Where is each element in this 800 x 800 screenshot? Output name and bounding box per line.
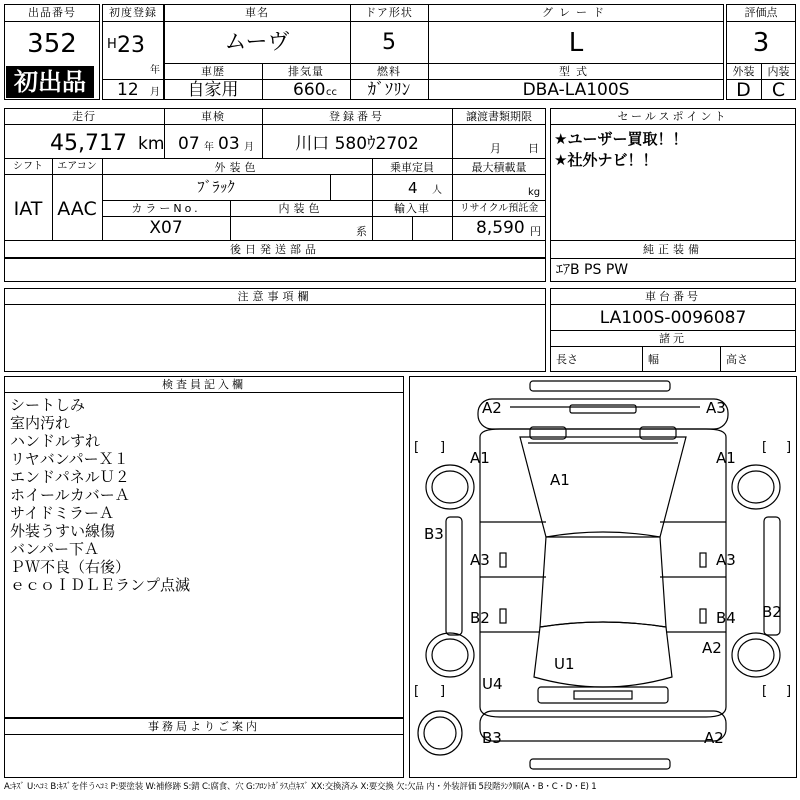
office-label: 事務局よりご案内 bbox=[148, 720, 260, 733]
capacity-unit: 人 bbox=[432, 185, 442, 196]
model-code: DBA-LA100S bbox=[522, 80, 630, 100]
fuel-value: ｶﾞｿﾘﾝ bbox=[367, 80, 411, 100]
grade-label: グレード bbox=[542, 6, 610, 19]
sales-point: ★社外ナビ！！ bbox=[554, 151, 658, 169]
damage-mark: A1 bbox=[470, 449, 490, 467]
svg-text:[: [ bbox=[414, 684, 420, 699]
model-code-label: 型式 bbox=[559, 65, 593, 78]
later-parts-field bbox=[4, 258, 546, 282]
shift-label: シフト bbox=[13, 161, 43, 172]
height-label: 高さ bbox=[726, 353, 748, 366]
inspection-month: 03 bbox=[218, 134, 240, 154]
max-load-unit: kg bbox=[528, 187, 541, 198]
capacity-label: 乗車定員 bbox=[390, 161, 434, 174]
car-name: ムーヴ bbox=[224, 30, 290, 55]
length-label: 長さ bbox=[556, 353, 578, 366]
inspection-year-unit: 年 bbox=[204, 142, 214, 153]
first-listing-badge: 初出品 bbox=[6, 66, 94, 98]
car-outline bbox=[410, 377, 796, 777]
svg-text:]: ] bbox=[786, 684, 792, 699]
inspector-note: リヤバンパーＸ１ bbox=[10, 450, 129, 468]
door-count: 5 bbox=[382, 30, 396, 55]
chassis-number: LA100S-0096087 bbox=[599, 308, 747, 328]
color-number: X07 bbox=[149, 218, 183, 238]
equipment-label: 純正装備 bbox=[643, 243, 703, 256]
recycle-fee-label: リサイクル預託金 bbox=[459, 203, 539, 214]
import-label: 輸入車 bbox=[394, 202, 430, 215]
shift-value: IAT bbox=[13, 198, 43, 220]
inspector-label: 検査員記入欄 bbox=[162, 378, 246, 391]
car-diagram bbox=[409, 376, 797, 778]
svg-text:]: ] bbox=[440, 440, 446, 455]
inspector-note: ハンドルすれ bbox=[10, 432, 101, 450]
fuel-label: 燃料 bbox=[377, 65, 401, 78]
damage-mark: A3 bbox=[706, 399, 726, 417]
max-load-label: 最大積載量 bbox=[471, 161, 527, 174]
damage-mark: A3 bbox=[470, 551, 490, 569]
notes-label: 注意事項欄 bbox=[237, 290, 313, 303]
inspection-month-unit: 月 bbox=[244, 142, 254, 153]
registration-month: 12 bbox=[117, 80, 139, 100]
interior-grade-label: 内装 bbox=[767, 65, 790, 78]
equipment-value: ｴｱB PS PW bbox=[556, 262, 629, 278]
damage-mark: A1 bbox=[550, 471, 570, 489]
registration-year: 23 bbox=[117, 33, 145, 58]
lot-number-label: 出品番号 bbox=[28, 6, 76, 19]
inspector-note: ｅｃｏＩＤＬＥランプ点滅 bbox=[10, 576, 191, 594]
damage-mark: A3 bbox=[716, 551, 736, 569]
inspection-label: 車検 bbox=[201, 110, 225, 123]
transfer-day-unit: 日 bbox=[528, 142, 539, 155]
inspector-note: ホイールカバーＡ bbox=[10, 486, 130, 504]
width-label: 幅 bbox=[648, 353, 659, 366]
inspector-notes-list bbox=[10, 396, 190, 594]
interior-color-label: 内装色 bbox=[278, 202, 324, 215]
damage-mark: A2 bbox=[482, 399, 502, 417]
transfer-deadline-label: 譲渡書類期限 bbox=[466, 110, 532, 123]
damage-mark: B2 bbox=[470, 609, 490, 627]
color-number-label: カラーNo. bbox=[131, 202, 201, 215]
svg-text:[: [ bbox=[762, 440, 768, 455]
score-value: 3 bbox=[752, 28, 770, 58]
exterior-grade: D bbox=[736, 79, 751, 101]
interior-grade: C bbox=[771, 79, 786, 101]
damage-mark: U4 bbox=[482, 675, 503, 693]
damage-mark: A2 bbox=[704, 729, 724, 747]
year-unit: 年 bbox=[150, 65, 160, 76]
inspector-note: 外装うすい線傷 bbox=[10, 522, 116, 540]
displacement-unit: cc bbox=[326, 87, 337, 98]
displacement-label: 排気量 bbox=[288, 65, 324, 78]
first-registration-label: 初度登録 bbox=[109, 6, 157, 19]
mileage-label: 走行 bbox=[72, 110, 96, 123]
chassis-label: 車台番号 bbox=[645, 290, 701, 303]
damage-mark: U1 bbox=[554, 655, 575, 673]
inspection-year: 07 bbox=[178, 134, 200, 154]
damage-mark: B2 bbox=[762, 603, 782, 621]
exterior-grade-label: 外装 bbox=[732, 65, 755, 78]
capacity-value: 4 bbox=[408, 179, 418, 197]
inspector-note: バンパー下Ａ bbox=[10, 540, 99, 558]
exterior-color: ﾌﾞﾗｯｸ bbox=[197, 178, 235, 196]
recycle-fee: 8,590 bbox=[476, 218, 525, 238]
recycle-fee-unit: 円 bbox=[530, 225, 541, 238]
era-label: H bbox=[107, 37, 117, 52]
inspector-note: シートしみ bbox=[10, 396, 86, 414]
inspector-note: ＰＷ不良（右後） bbox=[10, 558, 131, 576]
displacement-value: 660 bbox=[293, 80, 326, 100]
aircon-label: エアコン bbox=[57, 161, 97, 172]
mileage-unit: km bbox=[138, 134, 165, 154]
svg-text:]: ] bbox=[440, 684, 446, 699]
score-label: 評価点 bbox=[744, 6, 778, 19]
mileage-value: 45,717 bbox=[50, 131, 127, 156]
damage-mark: A1 bbox=[716, 449, 736, 467]
damage-mark: A2 bbox=[702, 639, 722, 657]
dimensions-label: 諸元 bbox=[659, 332, 687, 345]
damage-mark: B3 bbox=[482, 729, 502, 747]
history-value: 自家用 bbox=[187, 80, 239, 100]
damage-mark: B3 bbox=[424, 525, 444, 543]
door-type-label: ドア形状 bbox=[365, 6, 413, 19]
sales-points-label: セールスポイント bbox=[617, 110, 729, 123]
svg-text:[: [ bbox=[762, 684, 768, 699]
svg-text:]: ] bbox=[786, 440, 792, 455]
exterior-color-label: 外装色 bbox=[214, 161, 260, 174]
sales-point: ★ユーザー買取！！ bbox=[554, 130, 688, 148]
aircon-value: AAC bbox=[57, 198, 97, 220]
plate-label: 登録番号 bbox=[329, 110, 385, 123]
later-parts-label: 後日発送部品 bbox=[230, 243, 320, 256]
month-unit: 月 bbox=[150, 87, 160, 98]
interior-color-unit: 系 bbox=[356, 225, 367, 238]
history-label: 車歴 bbox=[201, 65, 225, 78]
damage-mark: B4 bbox=[716, 609, 736, 627]
plate-number: 川口 580ｳ2702 bbox=[295, 134, 419, 154]
legend-text: A:ｷｽﾞ U:ﾍｺﾐ B:ｷｽﾞを伴うﾍｺﾐ P:要塗装 W:補修跡 S:錆 C:腐食、穴 G:ﾌﾛﾝﾄｶﾞﾗｽ点ｷｽﾞ XX:交換済み X:要交換 欠:欠品 内・外装評価 5段階ﾗﾝｸ順(A・B・C・D・E) 1 bbox=[4, 782, 597, 792]
inspector-note: エンドパネルＵ２ bbox=[10, 468, 130, 486]
grade-value: L bbox=[568, 28, 584, 58]
inspector-note: 室内汚れ bbox=[10, 414, 71, 432]
svg-text:[: [ bbox=[414, 440, 420, 455]
transfer-month-unit: 月 bbox=[490, 142, 501, 155]
inspector-note: サイドミラーＡ bbox=[10, 504, 114, 522]
lot-number: 352 bbox=[27, 29, 77, 59]
car-name-label: 車名 bbox=[245, 6, 269, 19]
